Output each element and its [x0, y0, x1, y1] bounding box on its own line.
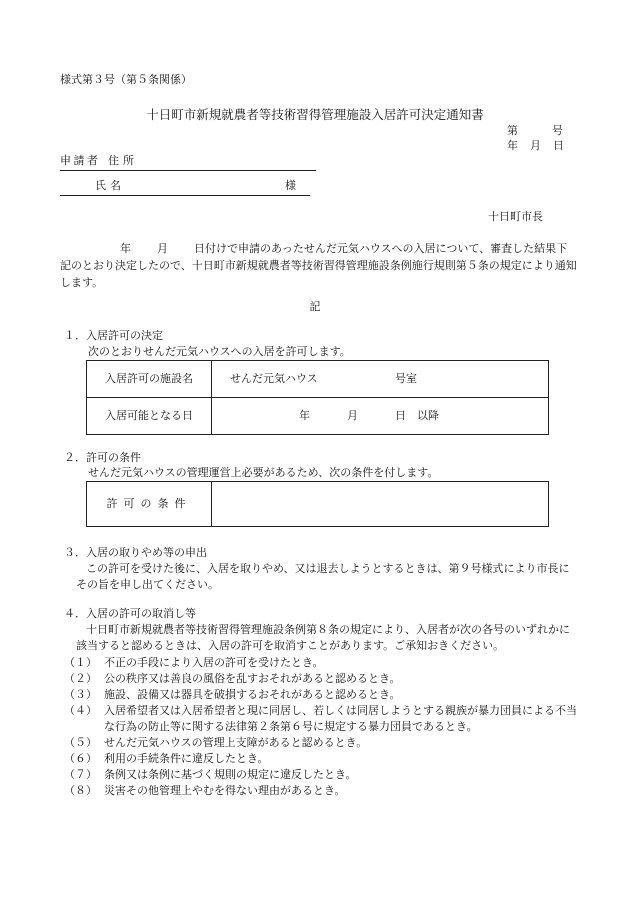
section4-heading: ４．入居の許可の取消し等	[64, 607, 196, 620]
section1-sub: 次のとおりせんだ元気ハウスへの入居を許可します。	[88, 345, 351, 358]
issuer: 十日町市長	[488, 210, 543, 223]
permission-table	[86, 360, 549, 435]
item-text: 災害その他管理上やむを得ない理由があるとき。	[104, 784, 346, 797]
item-text: 条例又は条例に基づく規則の規定に違反したとき。	[104, 768, 357, 781]
room-number-suffix: 号室	[395, 372, 417, 385]
item-text: 施設、設備又は器具を破損するおそれがあると認めるとき。	[104, 688, 401, 701]
section3-text: この許可を受けた後に、入居を取りやめ、又は退去しようとするときは、第９号様式により市長にその旨を申し出てください。	[76, 562, 570, 591]
facility-cell[interactable]	[212, 361, 549, 398]
intro-paragraph	[60, 240, 578, 291]
list-item	[64, 751, 584, 767]
item-text: せんだ元気ハウスの管理上支障があると認めるとき。	[104, 736, 368, 749]
move-in-day: 日	[395, 409, 406, 422]
list-item	[64, 767, 584, 783]
document-title: 十日町市新規就農者等技術習得管理施設入居許可決定通知書	[146, 107, 484, 122]
intro-month: 月	[157, 242, 168, 255]
date-day: 日	[553, 139, 564, 152]
item-number: （６）	[64, 752, 97, 765]
item-number: （３）	[64, 688, 97, 701]
list-item	[64, 783, 584, 799]
doc-no-prefix: 第	[507, 124, 518, 137]
ki-heading: 記	[309, 300, 321, 313]
list-item	[64, 735, 584, 751]
date-year: 年	[507, 139, 518, 152]
move-in-month: 月	[347, 409, 358, 422]
intro-year: 年	[120, 242, 131, 255]
section4-text: 十日町市新規就農者等技術習得管理施設条例第８条の規定により、入居者が次の各号のいずれかに該当すると認めるときは、入居の許可を取消すことがあります。ご承知おきください。	[76, 623, 570, 652]
item-text: 不正の手段により入居の許可を受けたとき。	[104, 656, 324, 669]
applicant-address-field[interactable]	[60, 153, 316, 171]
item-number: （２）	[64, 672, 97, 685]
document-number	[507, 123, 563, 139]
address-label: 住所	[108, 154, 134, 167]
item-text: 利用の手続条件に違反したとき。	[104, 752, 269, 765]
move-in-date-cell[interactable]	[212, 398, 549, 435]
document-date	[507, 138, 564, 154]
section2-sub: せんだ元気ハウスの管理運営上必要があるため、次の条件を付します。	[88, 466, 439, 479]
item-number: （７）	[64, 768, 97, 781]
conditions-cell[interactable]	[212, 482, 549, 527]
intro-body: 日付けで申請のあったせんだ元気ハウスへの入居について、審査した結果下記のとおり決定したので、十日町市新規就農者等技術習得管理施設条例施行規則第５条の規定により通知します。	[60, 242, 577, 289]
list-item	[64, 687, 584, 703]
form-number: 様式第３号（第５条関係）	[60, 73, 192, 86]
facility-label: 入居許可の施設名	[87, 361, 212, 398]
revocation-items	[64, 655, 584, 799]
move-in-after: 以降	[417, 409, 439, 422]
date-month: 月	[530, 139, 541, 152]
honorific: 様	[285, 179, 296, 192]
move-in-date-label: 入居可能となる日	[87, 398, 212, 435]
table-row	[87, 398, 549, 435]
move-in-year: 年	[299, 409, 310, 422]
item-text: 入居希望者又は入居希望者と現に同居し、若しくは同居しようとする親族が暴力団員による不当な行為の防止等に関する法律第２条第６号に規定する暴力団員であるとき。	[104, 704, 577, 733]
table-row	[87, 482, 549, 527]
item-number: （８）	[64, 784, 97, 797]
section3-heading: ３．入居の取りやめ等の申出	[64, 546, 207, 559]
item-number: （１）	[64, 656, 97, 669]
item-number: （４）	[64, 704, 97, 717]
facility-name: せんだ元気ハウス	[230, 372, 318, 385]
doc-no-suffix: 号	[552, 124, 563, 137]
item-number: （５）	[64, 736, 97, 749]
applicant-name-field[interactable]	[60, 178, 310, 196]
table-row	[87, 361, 549, 398]
item-text: 公の秩序又は善良の風俗を乱すおそれがあると認めるとき。	[104, 672, 401, 685]
conditions-table	[86, 481, 549, 527]
section1-heading: １．入居許可の決定	[64, 329, 163, 342]
applicant-role-label: 申請者	[60, 154, 98, 167]
conditions-label: 許可の条件	[87, 482, 212, 527]
name-label: 氏名	[95, 179, 121, 192]
section2-heading: ２．許可の条件	[64, 451, 141, 464]
list-item	[64, 703, 584, 735]
list-item	[64, 671, 584, 687]
list-item	[64, 655, 584, 671]
